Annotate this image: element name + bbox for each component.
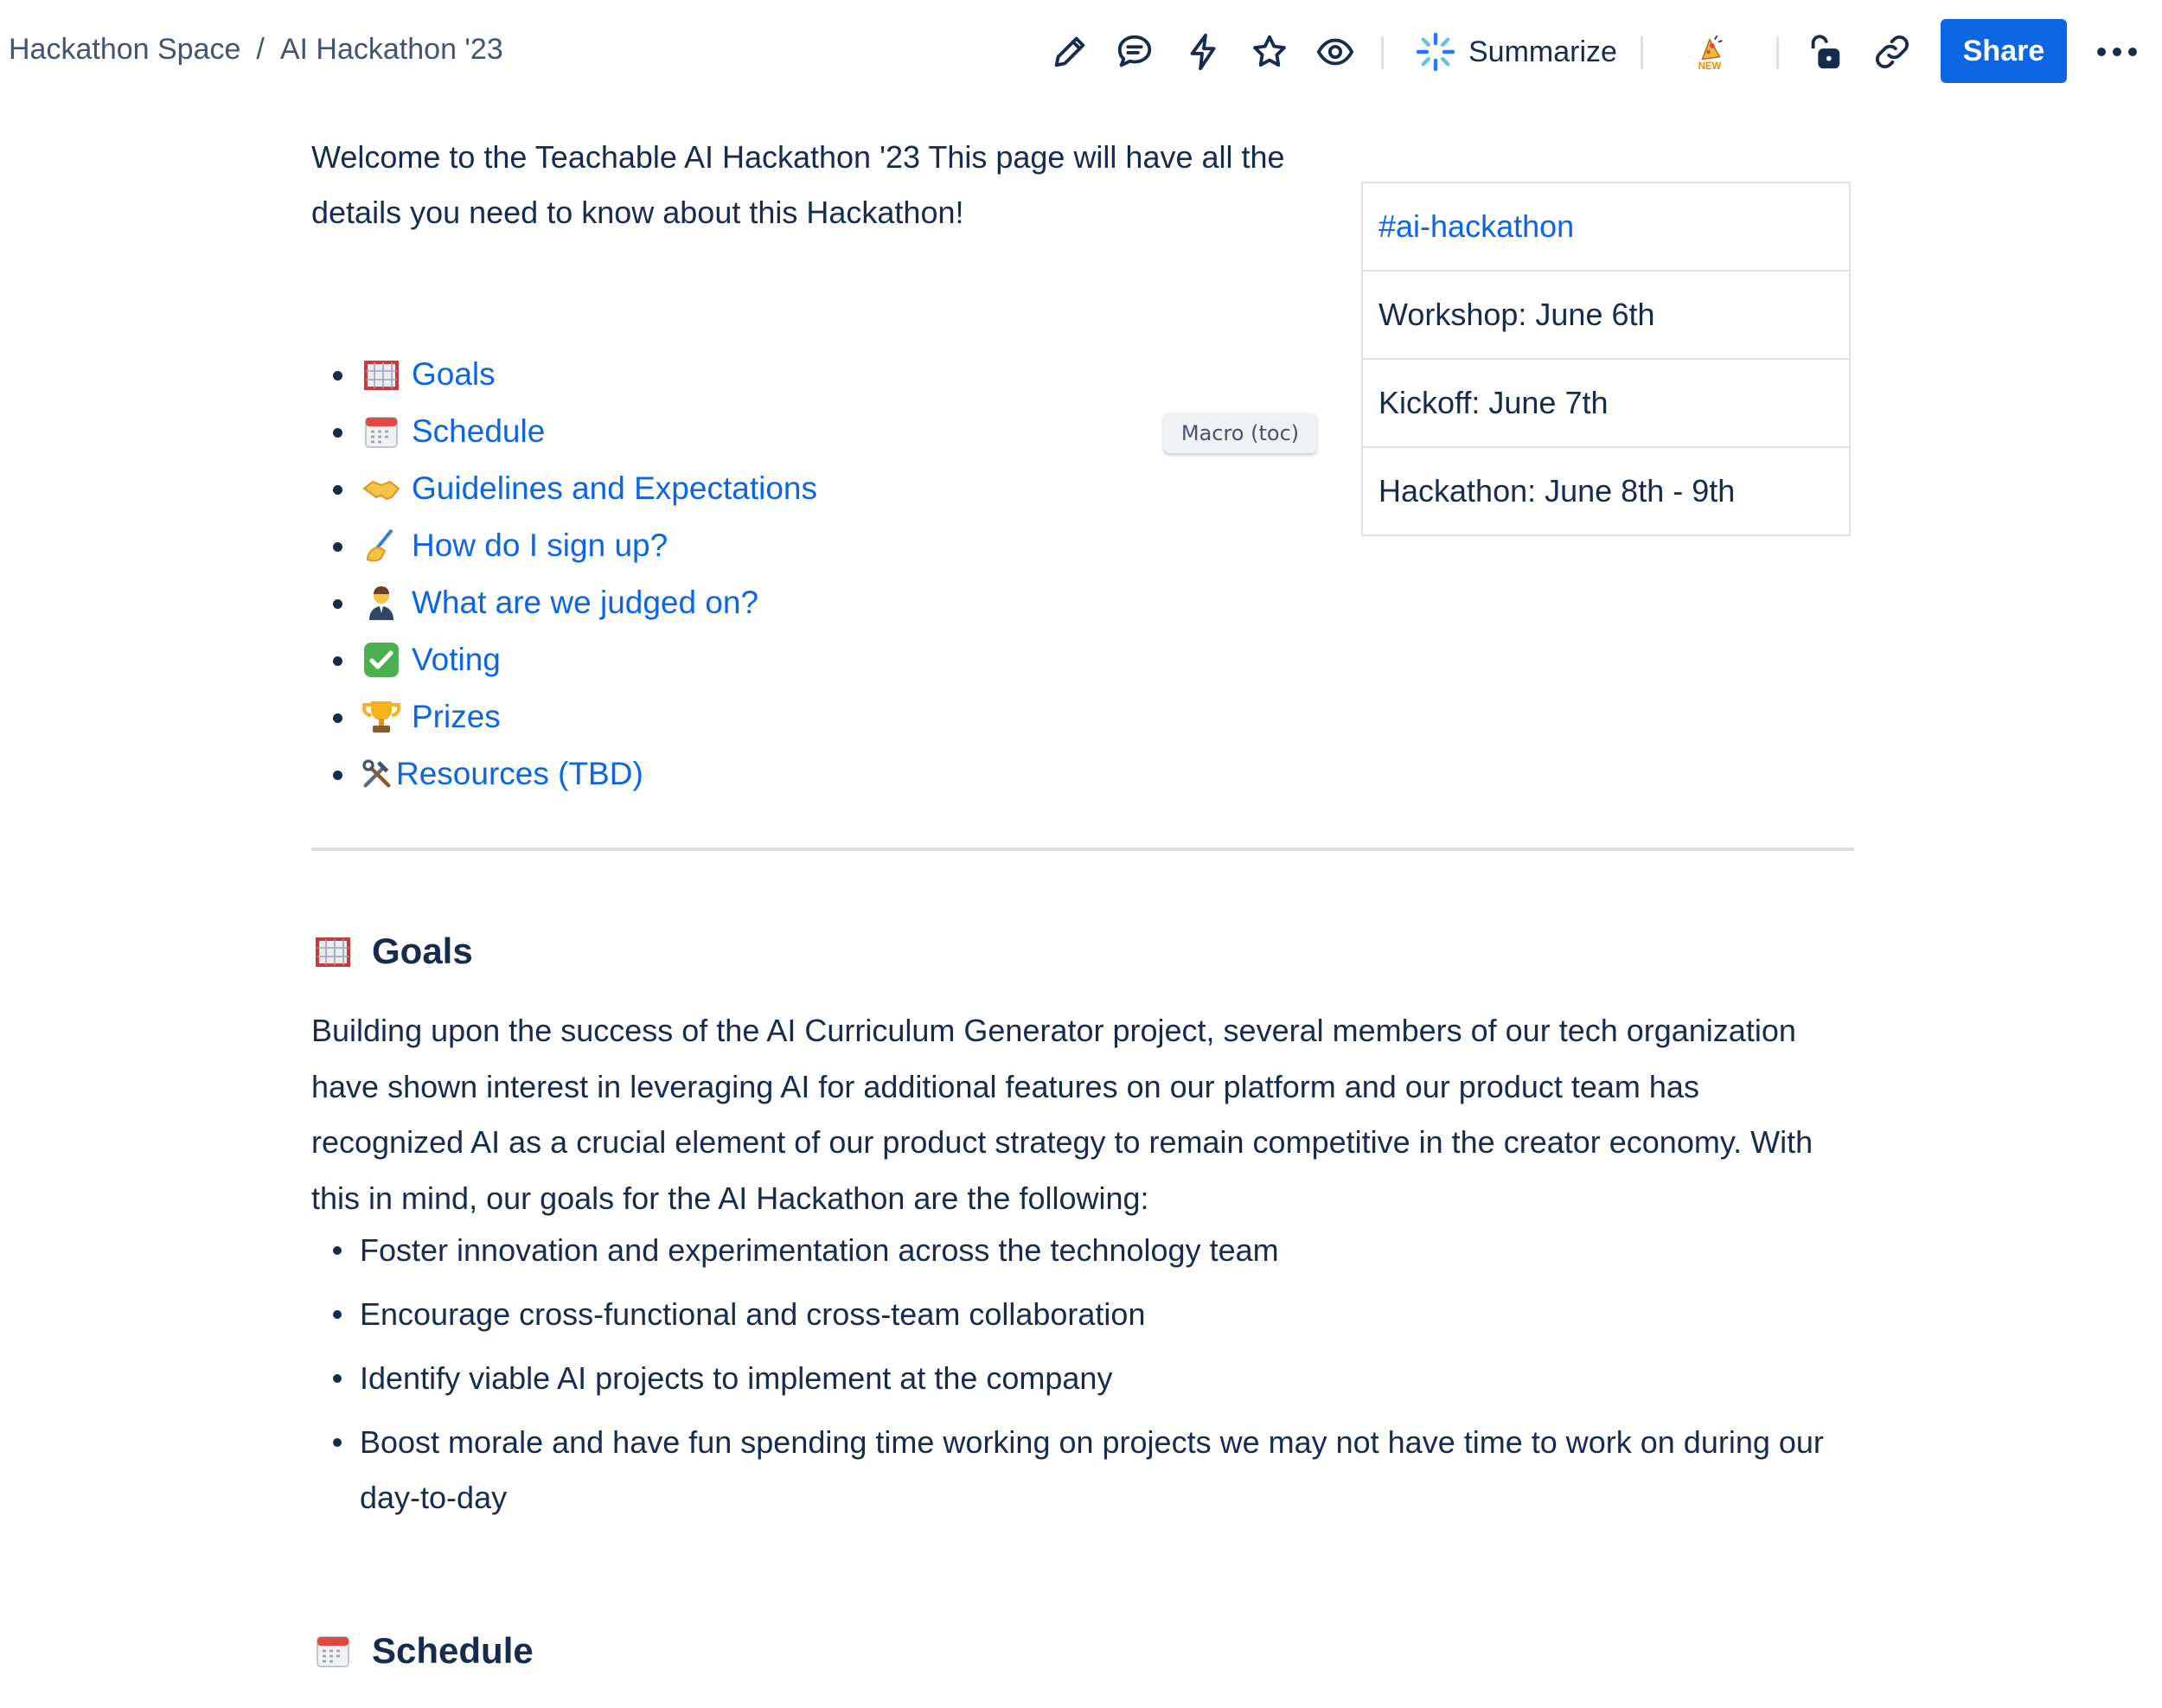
toc-item-label: Goals xyxy=(412,356,496,392)
toc-item-judged[interactable] xyxy=(311,574,817,631)
info-cell: Workshop: June 6th xyxy=(1362,271,1850,359)
list-item: Foster innovation and experimentation across the technology team xyxy=(311,1223,1854,1278)
summarize-label: Summarize xyxy=(1468,35,1617,68)
edit-icon[interactable] xyxy=(1042,19,1097,85)
goals-heading-text: Goals xyxy=(372,931,473,971)
table-of-contents xyxy=(311,346,817,803)
info-table xyxy=(1361,182,1851,536)
toc-item-goals[interactable] xyxy=(311,346,817,403)
breadcrumb xyxy=(9,33,503,67)
toc-item-guidelines[interactable] xyxy=(311,460,817,517)
sparkle-icon xyxy=(1415,31,1456,73)
info-channel-cell xyxy=(1362,182,1850,271)
toc-item-label: Schedule xyxy=(412,413,546,449)
toolbar-divider xyxy=(1381,36,1384,69)
calendar-icon xyxy=(311,1629,355,1673)
comment-icon[interactable] xyxy=(1107,19,1162,85)
breadcrumb-page[interactable]: AI Hackathon '23 xyxy=(279,33,503,66)
toc-item-label: Prizes xyxy=(412,699,501,734)
schedule-heading-text: Schedule xyxy=(372,1630,534,1671)
svg-text:NEW: NEW xyxy=(1698,61,1722,72)
toc-item-sign-up[interactable] xyxy=(311,517,817,574)
schedule-heading xyxy=(311,1629,534,1673)
toc-item-resources[interactable] xyxy=(311,745,817,803)
unlock-icon[interactable] xyxy=(1797,19,1852,85)
more-icon[interactable] xyxy=(2084,19,2150,85)
handshake-icon xyxy=(360,467,403,510)
intro-paragraph: Welcome to the Teachable AI Hackathon '23 This page will have all the details you need to know about this Hackathon! xyxy=(311,139,1285,230)
toolbar-divider xyxy=(1776,36,1779,69)
trophy-icon xyxy=(360,695,403,739)
check-mark-icon xyxy=(360,638,403,681)
toc-item-label: Guidelines and Expectations xyxy=(412,470,817,506)
toc-item-voting[interactable] xyxy=(311,631,817,688)
share-button[interactable]: Share xyxy=(1941,19,2067,83)
toolbar-divider xyxy=(1641,36,1643,69)
list-item: Boost morale and have fun spending time working on projects we may not have time to work on during our day-to-day xyxy=(311,1415,1854,1526)
goals-list xyxy=(311,1223,1854,1534)
goal-net-icon xyxy=(360,353,403,396)
lightning-icon[interactable] xyxy=(1176,19,1231,85)
calendar-icon xyxy=(360,410,403,453)
toc-item-label: Resources (TBD) xyxy=(396,756,643,791)
toc-item-prizes[interactable] xyxy=(311,688,817,745)
toc-item-label: What are we judged on? xyxy=(412,585,759,620)
judge-icon xyxy=(360,581,403,624)
new-badge-icon[interactable] xyxy=(1682,19,1737,85)
channel-link[interactable]: #ai-hackathon xyxy=(1378,208,1575,244)
writing-hand-icon xyxy=(360,524,403,567)
toc-item-label: How do I sign up? xyxy=(412,528,668,563)
toc-item-schedule[interactable] xyxy=(311,403,817,460)
list-item: Encourage cross-functional and cross-team collaboration xyxy=(311,1287,1854,1342)
summarize-button[interactable] xyxy=(1415,19,1617,85)
goal-net-icon xyxy=(311,930,355,973)
link-icon[interactable] xyxy=(1865,19,1920,85)
macro-tooltip: Macro (toc) xyxy=(1164,413,1316,453)
goals-heading xyxy=(311,930,473,973)
toc-item-label: Voting xyxy=(412,642,501,677)
watch-icon[interactable] xyxy=(1308,19,1363,85)
list-item: Identify viable AI projects to implement at the company xyxy=(311,1351,1854,1406)
info-cell: Hackathon: June 8th - 9th xyxy=(1362,447,1850,535)
top-bar xyxy=(0,0,2162,104)
info-cell: Kickoff: June 7th xyxy=(1362,359,1850,447)
star-icon[interactable] xyxy=(1242,19,1297,85)
divider xyxy=(311,848,1854,851)
tools-icon xyxy=(360,752,394,796)
breadcrumb-space[interactable]: Hackathon Space xyxy=(9,33,241,66)
breadcrumb-separator: / xyxy=(256,33,265,66)
goals-paragraph: Building upon the success of the AI Curriculum Generator project, several members of our tech organization have shown interest in leveraging AI for additional features on our platform and our product team has recognized AI as a crucial element of our product strategy to remain competitive in the creator economy. With this in mind, our goals for the AI Hackathon are the following: xyxy=(311,1013,1813,1216)
